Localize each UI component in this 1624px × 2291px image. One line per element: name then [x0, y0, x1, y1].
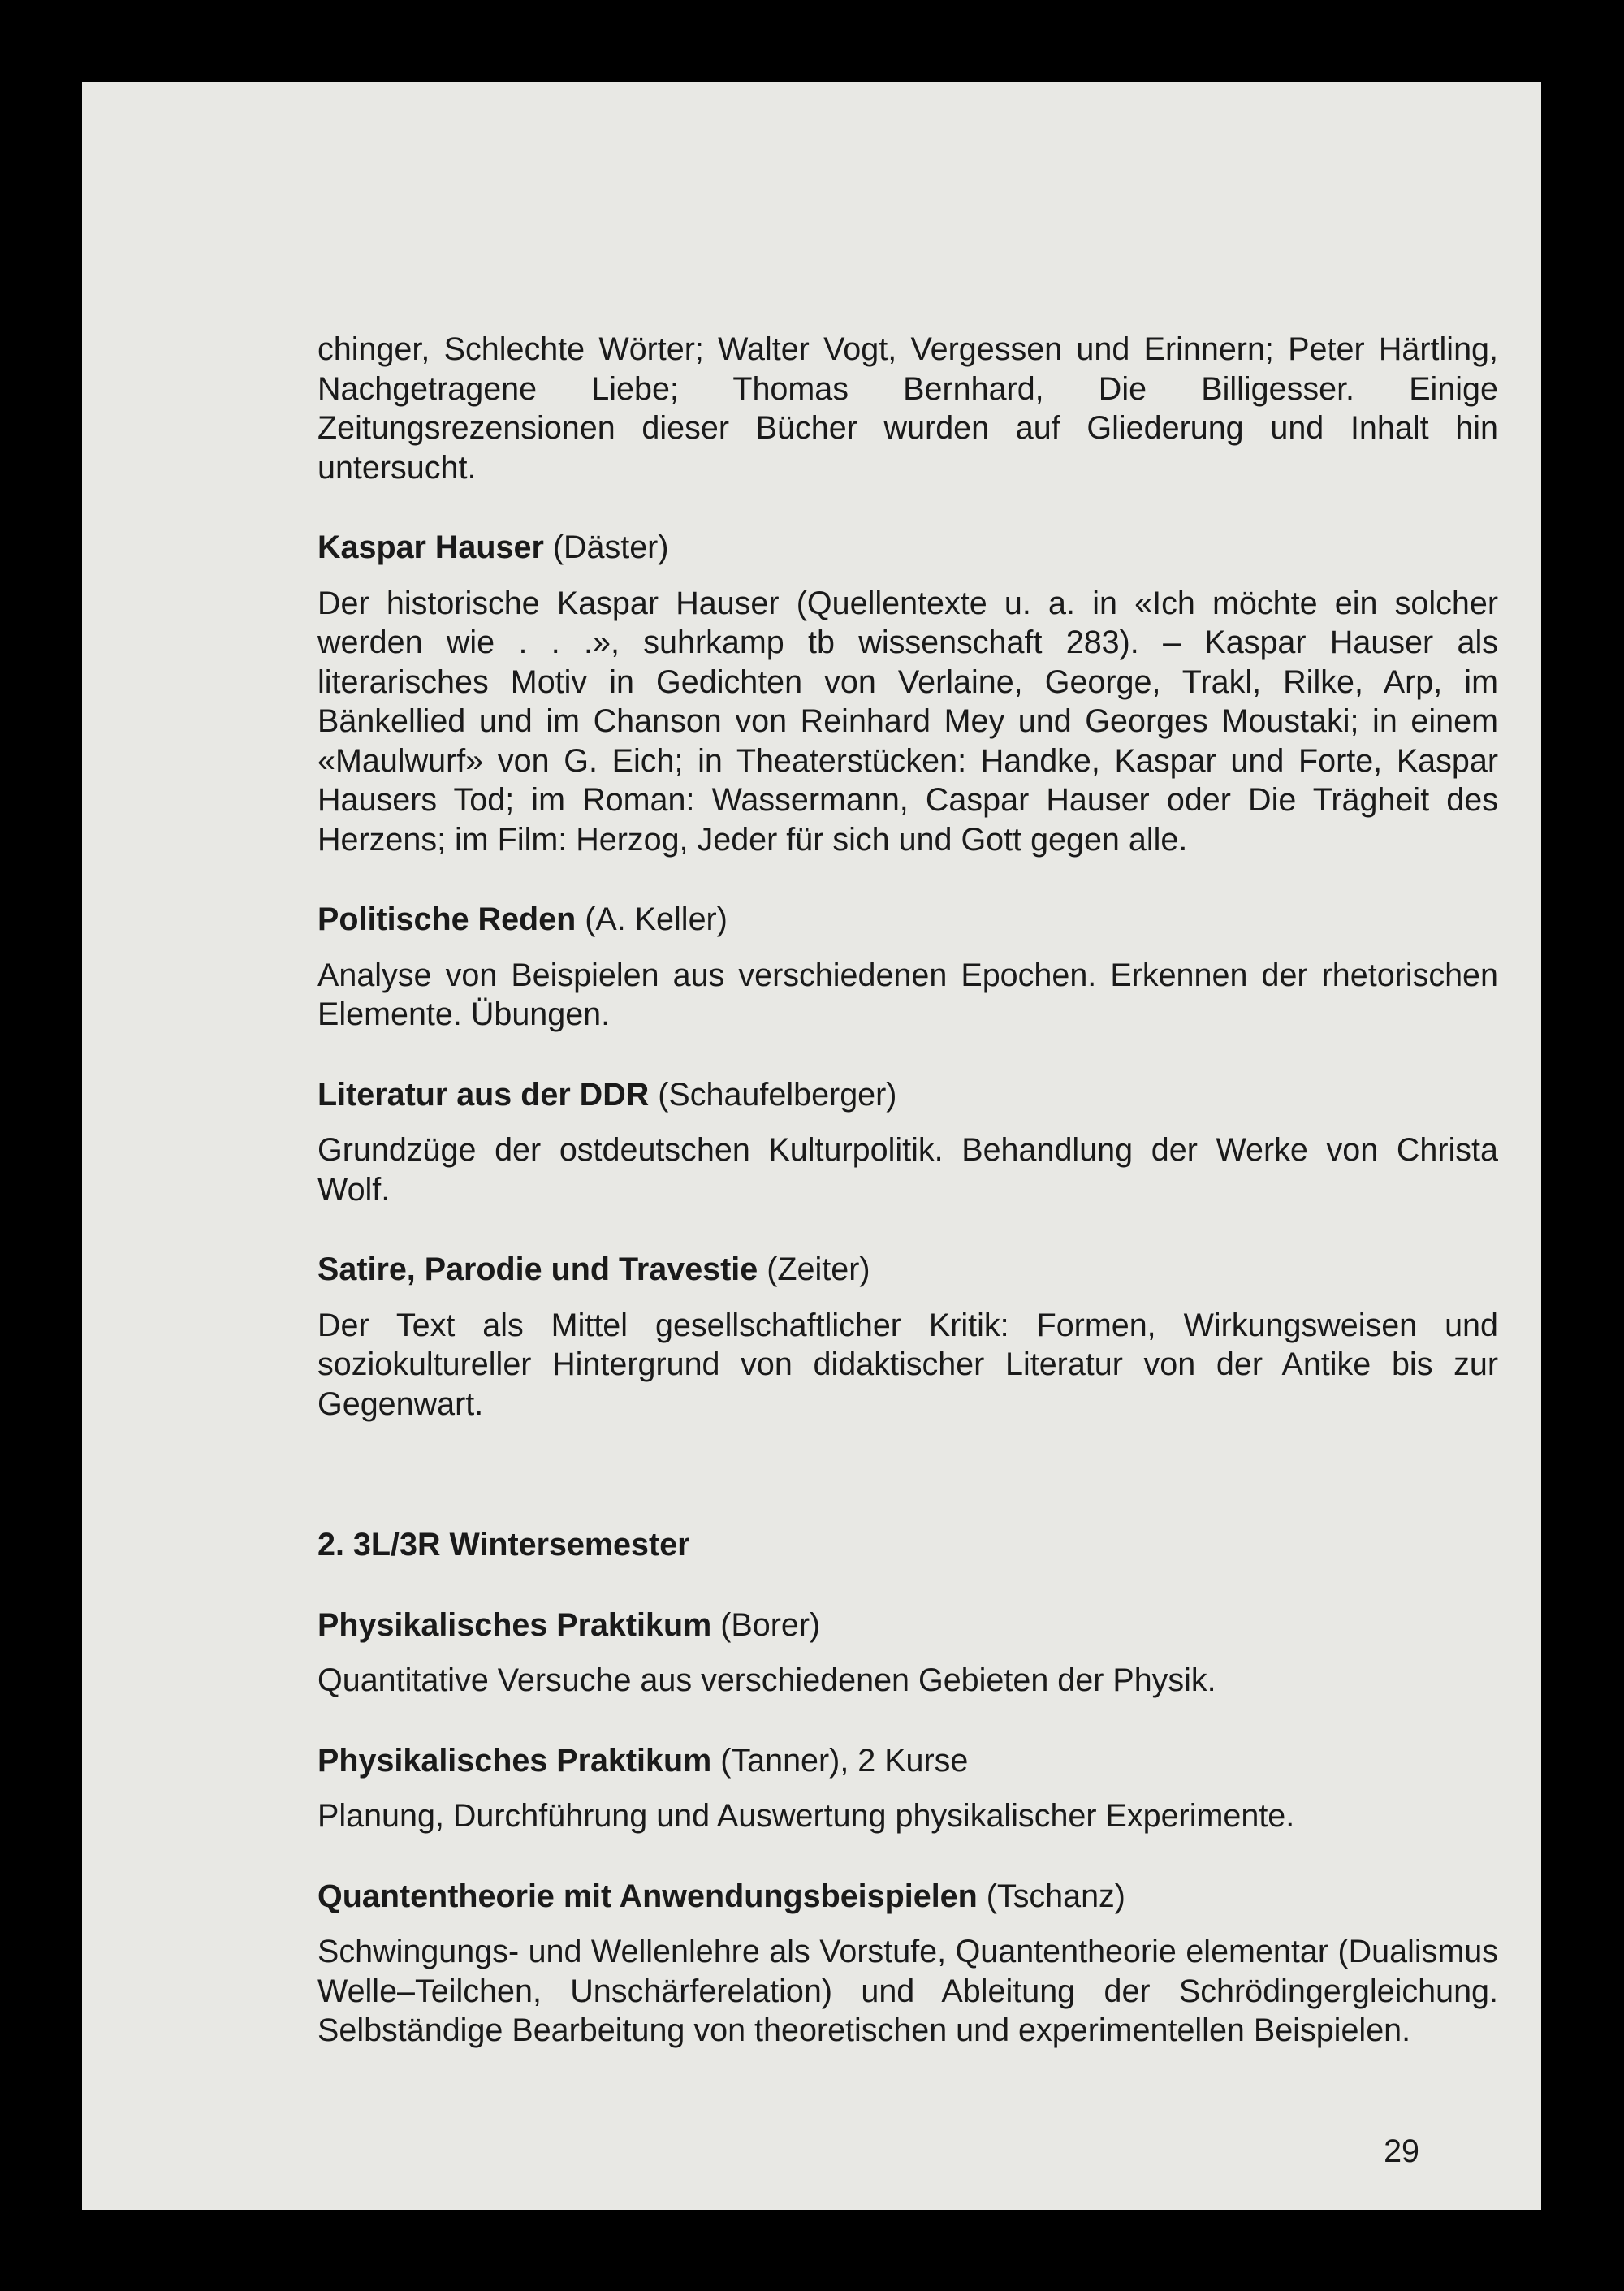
- entry-title: Politische Reden: [317, 901, 577, 937]
- section-heading: 2. 3L/3R Wintersemester: [317, 1527, 690, 1563]
- entry-heading-physikalisches-praktikum-borer: [317, 1606, 1498, 1645]
- entry-heading-literatur-ddr: [317, 1075, 1498, 1115]
- entry-instructor: (Zeiter): [767, 1251, 870, 1287]
- entry-heading-kaspar-hauser: [317, 528, 1498, 568]
- entry-instructor: (A. Keller): [585, 901, 728, 937]
- entry-instructor: (Tanner), 2 Kurse: [720, 1742, 969, 1779]
- entry-description-politische-reden: Analyse von Beispielen aus verschiedenen Epochen. Erkennen der rhetorischen Elemente. Übungen.: [317, 957, 1498, 1032]
- entry-heading-quantentheorie: [317, 1877, 1498, 1917]
- document-page: [82, 82, 1541, 2210]
- entry-title: Literatur aus der DDR: [317, 1076, 650, 1113]
- entry-description-physikalisches-praktikum-tanner: Planung, Durchführung und Auswertung physikalischer Experimente.: [317, 1798, 1295, 1834]
- entry-description-quantentheorie: Schwingungs- und Wellenlehre als Vorstufe, Quantentheorie elementar (Dualismus Welle–Teilchen, Unschärferelation) und Ableitung der Schrödingergleichung. Selbständige Bearbeitung von theoretischen und experimentellen Beispielen.: [317, 1934, 1498, 2048]
- entry-title: Physikalisches Praktikum: [317, 1742, 712, 1779]
- page-number: 29: [1384, 2133, 1419, 2169]
- entry-description-satire: Der Text als Mittel gesellschaftlicher Kritik: Formen, Wirkungsweisen und soziokultureller Hintergrund von didaktischer Literatur von der Antike bis zur Gegenwart.: [317, 1307, 1498, 1422]
- entry-title: Physikalisches Praktikum: [317, 1606, 712, 1643]
- entry-title: Kaspar Hauser: [317, 530, 544, 565]
- entry-heading-politische-reden: [317, 900, 1498, 940]
- entry-instructor: (Borer): [720, 1606, 821, 1643]
- entry-instructor: (Tschanz): [986, 1878, 1125, 1914]
- entry-title: Satire, Parodie und Travestie: [317, 1251, 758, 1287]
- page-content: [317, 330, 1498, 2051]
- entry-instructor: (Schaufelberger): [658, 1076, 897, 1113]
- intro-paragraph: chinger, Schlechte Wörter; Walter Vogt, Vergessen und Erinnern; Peter Härtling, Nachgetragene Liebe; Thomas Bernhard, Die Billigesser. Einige Zeitungsrezensionen dieser Bücher wurden auf Gliederung und Inhalt hin untersucht.: [317, 331, 1498, 486]
- entry-description-literatur-ddr: Grundzüge der ostdeutschen Kulturpolitik. Behandlung der Werke von Christa Wolf.: [317, 1132, 1498, 1208]
- entry-description-kaspar-hauser: Der historische Kaspar Hauser (Quellentexte u. a. in «Ich möchte ein solcher werden wie . . .», suhrkamp tb wissenschaft 283). – Kaspar Hauser als literarisches Motiv in Gedichten von Verlaine, George, Trakl, Rilke, Arp, im Bänkellied und im Chanson von Reinhard Mey und Georges Moustaki; in einem «Maulwurf» von G. Eich; in Theaterstücken: Handke, Kaspar und Forte, Kaspar Hausers Tod; im Roman: Wassermann, Caspar Hauser oder Die Trägheit des Herzens; im Film: Herzog, Jeder für sich und Gott gegen alle.: [317, 585, 1498, 858]
- entry-heading-physikalisches-praktikum-tanner: [317, 1741, 1498, 1781]
- entry-description-physikalisches-praktikum-borer: Quantitative Versuche aus verschiedenen Gebieten der Physik.: [317, 1662, 1216, 1698]
- entry-title: Quantentheorie mit Anwendungsbeispielen: [317, 1878, 978, 1914]
- entry-instructor: (Däster): [552, 530, 669, 565]
- entry-heading-satire: [317, 1250, 1498, 1290]
